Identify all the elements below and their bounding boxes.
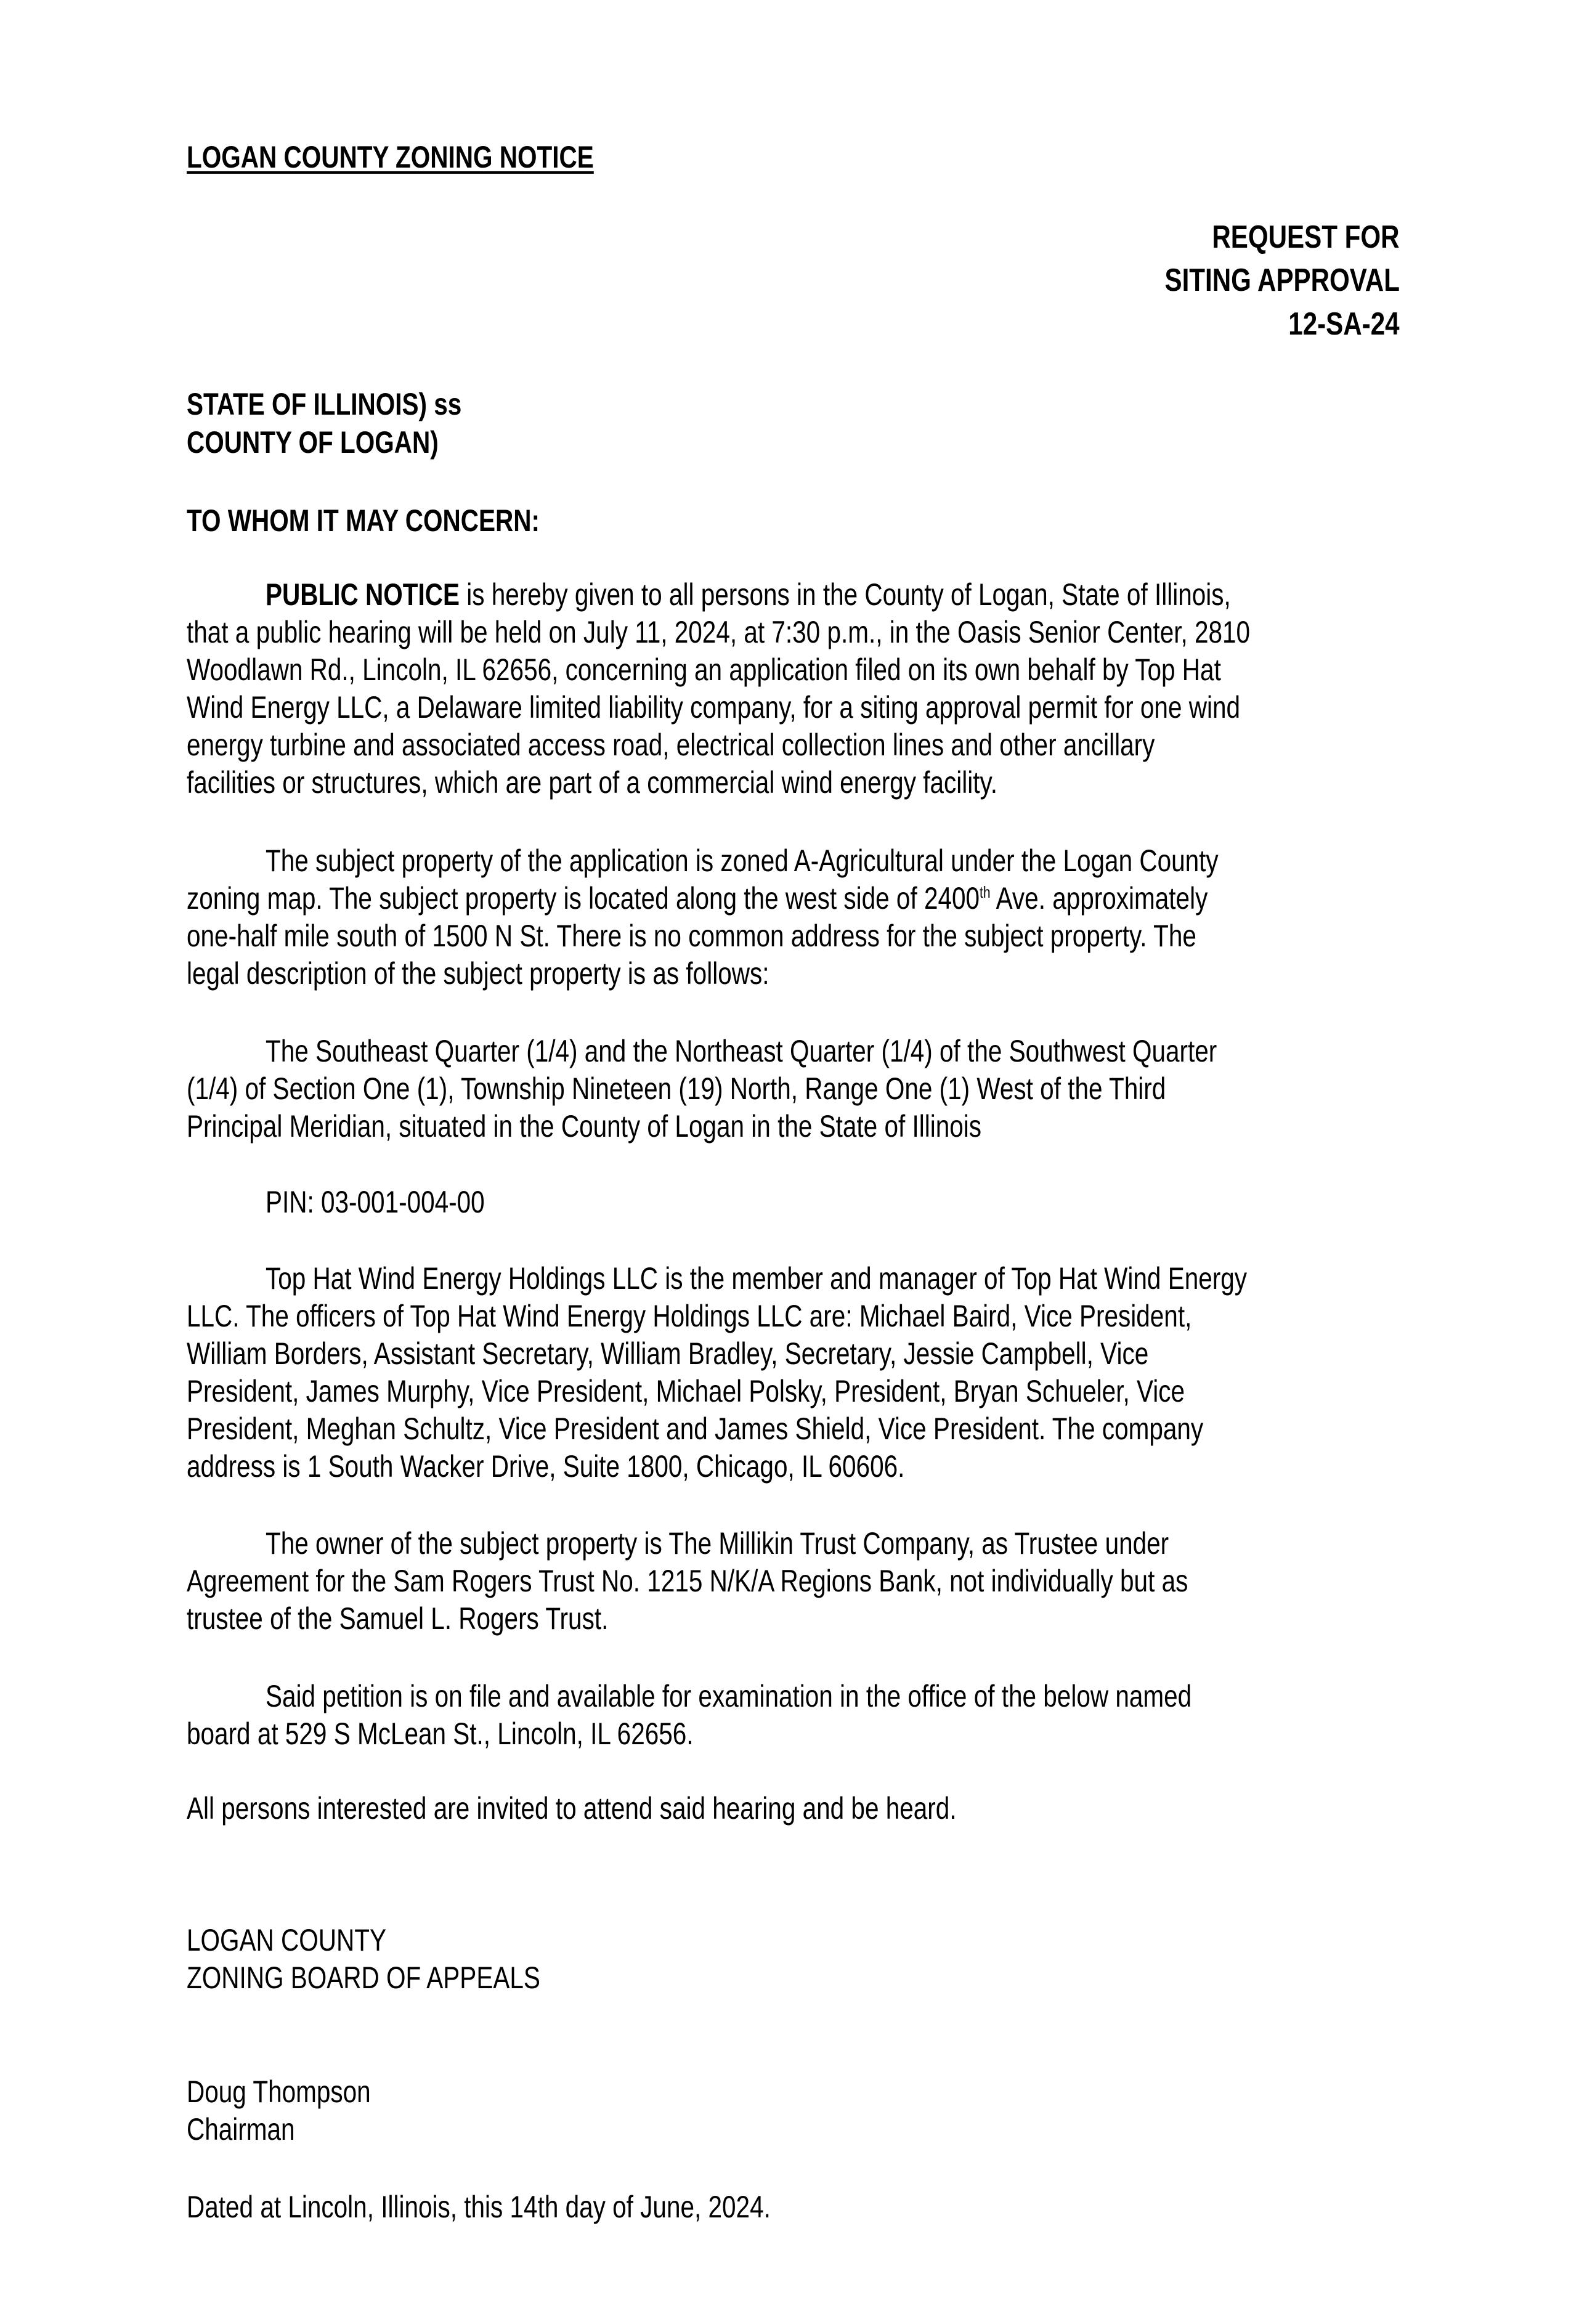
- paragraph-line: William Borders, Assistant Secretary, William Bradley, Secretary, Jessie Campbell, Vice: [187, 1336, 1149, 1371]
- paragraph-line: energy turbine and associated access road, electrical collection lines and other ancillary: [187, 728, 1155, 762]
- paragraph-line: Woodlawn Rd., Lincoln, IL 62656, concerning an application filed on its own behalf by Top Hat: [187, 652, 1221, 687]
- paragraph-line: that a public hearing will be held on July 11, 2024, at 7:30 p.m., in the Oasis Senior Center, 2810: [187, 615, 1251, 649]
- paragraph-line: Top Hat Wind Energy Holdings LLC is the member and manager of Top Hat Wind Energy: [265, 1261, 1248, 1296]
- paragraph-line: President, James Murphy, Vice President, Michael Polsky, President, Bryan Schueler, Vice: [187, 1374, 1185, 1408]
- notice-title: LOGAN COUNTY ZONING NOTICE: [187, 140, 594, 174]
- paragraph-text: is hereby given to all persons in the County of Logan, State of Illinois,: [459, 577, 1231, 612]
- paragraph-invitation: All persons interested are invited to attend said hearing and be heard.: [187, 1791, 957, 1826]
- paragraph-text: Ave. approximately: [990, 881, 1208, 916]
- paragraph-line: Principal Meridian, situated in the County of Logan in the State of Illinois: [187, 1109, 982, 1144]
- venue-state: STATE OF ILLINOIS) ss: [187, 387, 462, 421]
- request-line-2: SITING APPROVAL: [1164, 262, 1400, 298]
- paragraph-line: The subject property of the application is zoned A-Agricultural under the Logan County: [265, 843, 1219, 878]
- paragraph-line: address is 1 South Wacker Drive, Suite 1800, Chicago, IL 60606.: [187, 1449, 905, 1484]
- salutation: TO WHOM IT MAY CONCERN:: [187, 503, 540, 538]
- paragraph-line: The owner of the subject property is The Millikin Trust Company, as Trustee under: [265, 1526, 1169, 1561]
- paragraph-line: Wind Energy LLC, a Delaware limited liability company, for a siting approval permit for one wind: [187, 690, 1241, 725]
- ordinal-superscript: th: [980, 883, 991, 901]
- paragraph-line: legal description of the subject property is as follows:: [187, 956, 769, 991]
- board-name-line-2: ZONING BOARD OF APPEALS: [187, 1960, 540, 1995]
- public-notice-lead: PUBLIC NOTICE: [265, 577, 460, 612]
- signatory-title: Chairman: [187, 2112, 295, 2147]
- paragraph-line: board at 529 S McLean St., Lincoln, IL 62656.: [187, 1717, 694, 1751]
- signatory-name: Doug Thompson: [187, 2074, 371, 2109]
- paragraph-line: trustee of the Samuel L. Rogers Trust.: [187, 1601, 609, 1636]
- paragraph-line: The Southeast Quarter (1/4) and the Northeast Quarter (1/4) of the Southwest Quarter: [265, 1034, 1217, 1068]
- board-name-line-1: LOGAN COUNTY: [187, 1923, 387, 1957]
- paragraph-line: one-half mile south of 1500 N St. There is no common address for the subject property. The: [187, 919, 1196, 953]
- paragraph-line: President, Meghan Schultz, Vice President and James Shield, Vice President. The company: [187, 1412, 1204, 1446]
- paragraph-line: Said petition is on file and available for examination in the office of the below named: [265, 1679, 1192, 1713]
- paragraph-line: facilities or structures, which are part of a commercial wind energy facility.: [187, 765, 997, 800]
- venue-county: COUNTY OF LOGAN): [187, 425, 439, 460]
- request-line-1: REQUEST FOR: [1212, 219, 1400, 255]
- paragraph-line: [187, 576, 1231, 614]
- paragraph-line: [187, 880, 1208, 917]
- paragraph-line: Agreement for the Sam Rogers Trust No. 1215 N/K/A Regions Bank, not individually but as: [187, 1564, 1188, 1598]
- paragraph-line: (1/4) of Section One (1), Township Nineteen (19) North, Range One (1) West of the Third: [187, 1071, 1166, 1106]
- paragraph-text: zoning map. The subject property is located along the west side of 2400: [187, 881, 980, 916]
- case-number: 12-SA-24: [1288, 306, 1400, 342]
- dated-line: Dated at Lincoln, Illinois, this 14th day of June, 2024.: [187, 2190, 771, 2224]
- paragraph-line: LLC. The officers of Top Hat Wind Energy Holdings LLC are: Michael Baird, Vice President,: [187, 1299, 1192, 1333]
- parcel-pin: PIN: 03-001-004-00: [265, 1185, 485, 1219]
